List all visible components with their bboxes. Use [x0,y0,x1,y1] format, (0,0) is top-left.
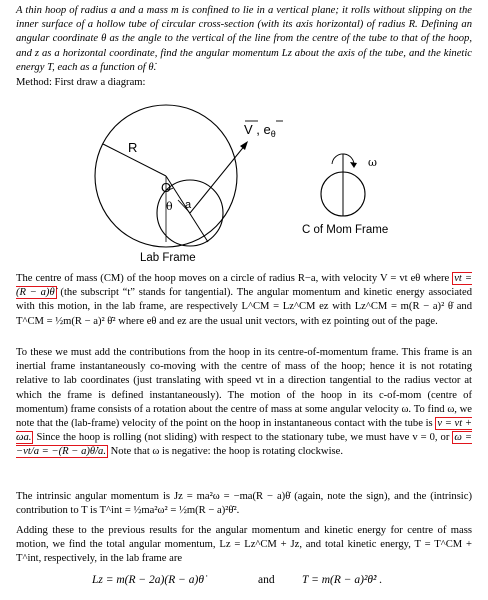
label-velocity: V , $e_\theta$ [244,122,276,139]
paragraph-cmom-frame [16,346,472,460]
p2-text-b: Since the hoop is rolling (not sliding) with respect to the stationary tube, we must have v = 0, or [36,432,450,444]
p1-text-b: (the subscript “t” stands for tangential). The angular momentum and kinetic energy associated with this motion, in the lab frame, are respectively L^CM = Lz^CM ez with Lz^CM = m(R − a)² θ̇ and T^CM = ½m(R − a)² θ̇² where eθ and ez are the usual unit vectors, with ez pointing out of the page. [16,287,472,327]
final-and: and [258,574,275,586]
label-omega: ω [368,156,377,169]
paragraph-totals: Adding these to the previous results for the angular momentum and kinetic energy for centre of mass motion, we find the total angular momentum, Lz = Lz^CM + Jz, and total kinetic energy, T = T^CM + T^int, respectively, in the lab frame are [16,525,472,565]
method-line: Method: First draw a diagram: [16,77,146,88]
paragraph-intrinsic: The intrinsic angular momentum is Jz = ma²ω = −ma(R − a)θ̇ (again, note the sign), and the (intrinsic) contribution to T is T^int = ½ma²ω² = ½m(R − a)²θ̇². [16,491,472,517]
paragraph-cm-motion [16,272,472,329]
omega-result-box: ω = −vt/a = −(R − a)θ̇/a. [16,432,472,458]
label-a: a [185,199,192,211]
lab-frame-diagram [0,92,488,270]
p1-text-a: The centre of mass (CM) of the hoop moves on a circle of radius R−a, with velocity V = vt eθ where [16,273,450,284]
label-R: R [128,140,138,155]
p2-text-c: Note that ω is negative: the hoop is rotating clockwise. [110,446,343,458]
omega-arrowhead [350,162,357,168]
vt-definition-box: vt = (R − a)θ̇ [16,273,472,299]
p2-text-a: To these we must add the contributions from the hoop in its centre-of-momentum frame. This frame is an inertial frame instantaneously co-moving with the centre of mass of the hoop; hence it is not rotating relative to lab coordinates (just translating with speed vt in a direction tangential to the radius vector at which the frame is defined instantaneously). The motion of the hoop in its c-of-mom (centre of momentum) frame consists of a rotation about the centre of mass at some angular velocity ω. To find ω, we note that the (lab-frame) velocity of the point on the hoop in instantaneous contact with the tube is [16,347,472,430]
velocity-arrow [190,144,246,213]
cmom-frame-caption: C of Mom Frame [302,224,389,236]
final-kinetic-energy: T = m(R − a)²θ̇² . [302,574,383,586]
label-O: O [161,180,172,195]
label-theta: θ [166,200,173,213]
contact-velocity-box: v = vt + ωa. [16,418,473,444]
problem-statement: A thin hoop of radius a and a mass m is confined to lie in a vertical plane; it rolls without slipping on the inner surface of a hollow tube of circular cross-section (with its axis horizontal) of radius R. Defining an angular coordinate θ as the angle to the vertical of the line from the centre of the tube to that of the hoop, and z as a horizontal coordinate, find the angular momentum Lz about the axis of the tube, and the kinetic energy T, each as a function of θ̇. [16,5,472,73]
velocity-arrowhead [240,141,248,150]
lab-frame-caption: Lab Frame [140,252,196,264]
final-angular-momentum: Lz = m(R − 2a)(R − a)θ̇ [92,574,204,586]
